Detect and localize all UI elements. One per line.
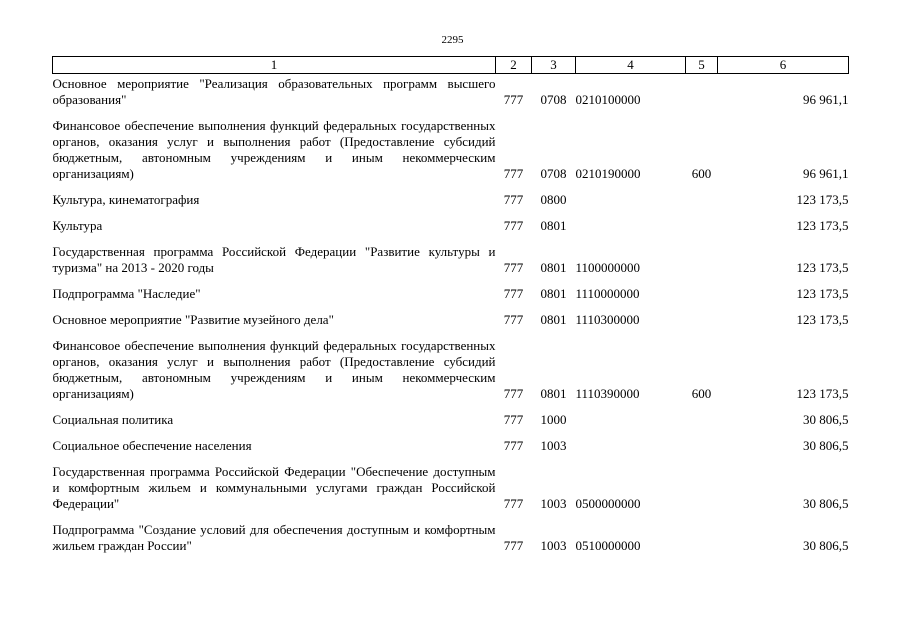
row-name-cell: Финансовое обеспечение выполнения функций федеральных государственных органов, оказания услуг и выполнения работ (Предоставление субсидий бюджетным, автономным учреждениям и иным некоммерческим организациям) xyxy=(52,118,496,181)
row-section-cell: 0801 xyxy=(540,312,567,327)
row-amount-cell: 123 173,5 xyxy=(796,312,849,327)
column-header-2: 2 xyxy=(496,57,532,74)
column-header-4: 4 xyxy=(576,57,686,74)
row-name-cell: Подпрограмма "Наследие" xyxy=(52,286,201,301)
table-row xyxy=(53,302,849,328)
column-header-3: 3 xyxy=(532,57,576,74)
row-amount-cell: 30 806,5 xyxy=(803,438,849,453)
header-row xyxy=(53,57,849,74)
row-target-cell: 1110390000 xyxy=(575,386,640,401)
row-target-cell xyxy=(576,428,686,454)
row-code-cell: 777 xyxy=(503,166,524,181)
row-amount-cell: 96 961,1 xyxy=(803,166,849,181)
row-section-cell: 1003 xyxy=(540,438,567,453)
table-row xyxy=(53,74,849,109)
row-section-cell: 0801 xyxy=(540,260,567,275)
row-expense-type-cell xyxy=(686,208,718,234)
row-target-cell: 0210100000 xyxy=(575,92,641,107)
budget-table xyxy=(52,56,849,554)
row-expense-type-cell: 600 xyxy=(691,166,712,181)
row-target-cell xyxy=(576,402,686,428)
row-section-cell: 0801 xyxy=(540,286,567,301)
row-target-cell: 0510000000 xyxy=(575,538,641,553)
row-expense-type-cell xyxy=(686,402,718,428)
row-section-cell: 0801 xyxy=(540,386,567,401)
row-code-cell: 777 xyxy=(503,312,524,327)
row-section-cell: 0801 xyxy=(540,218,567,233)
row-name-cell: Подпрограмма "Создание условий для обеспечения доступным и комфортным жильем граждан России" xyxy=(52,522,496,553)
table-row xyxy=(53,208,849,234)
row-name-cell: Государственная программа Российской Федерации "Обеспечение доступным и комфортным жильем и коммунальными услугами граждан Российской Федерации" xyxy=(52,464,496,511)
row-expense-type-cell: 600 xyxy=(691,386,712,401)
page-number: 2295 xyxy=(441,34,464,46)
table-row xyxy=(53,428,849,454)
row-amount-cell: 123 173,5 xyxy=(796,386,849,401)
row-code-cell: 777 xyxy=(503,386,524,401)
row-expense-type-cell xyxy=(686,182,718,208)
table-row xyxy=(53,234,849,276)
row-amount-cell: 123 173,5 xyxy=(796,286,849,301)
column-header-1: 1 xyxy=(53,57,496,74)
table-row xyxy=(53,108,849,182)
row-name-cell: Культура, кинематография xyxy=(52,192,200,207)
row-section-cell: 0708 xyxy=(540,166,567,181)
row-section-cell: 0708 xyxy=(540,92,567,107)
row-name-cell: Государственная программа Российской Федерации "Развитие культуры и туризма" на 2013 - 2020 годы xyxy=(52,244,496,275)
row-expense-type-cell xyxy=(686,302,718,328)
row-target-cell: 1100000000 xyxy=(575,260,641,275)
row-code-cell: 777 xyxy=(503,218,524,233)
row-amount-cell: 30 806,5 xyxy=(803,538,849,553)
row-expense-type-cell xyxy=(686,512,718,554)
row-name-cell: Финансовое обеспечение выполнения функций федеральных государственных органов, оказания услуг и выполнения работ (Предоставление субсидий бюджетным, автономным учреждениям и иным некоммерческим организациям) xyxy=(52,338,496,401)
table-row xyxy=(53,182,849,208)
row-name-cell: Основное мероприятие "Реализация образовательных программ высшего образования" xyxy=(52,76,496,107)
row-amount-cell: 123 173,5 xyxy=(796,218,849,233)
table-row xyxy=(53,328,849,402)
row-target-cell: 0500000000 xyxy=(575,496,641,511)
row-target-cell: 1110300000 xyxy=(575,312,640,327)
row-amount-cell: 30 806,5 xyxy=(803,496,849,511)
column-header-5: 5 xyxy=(686,57,718,74)
row-code-cell: 777 xyxy=(503,538,524,553)
row-amount-cell: 96 961,1 xyxy=(803,92,849,107)
row-target-cell xyxy=(576,208,686,234)
row-code-cell: 777 xyxy=(503,286,524,301)
row-code-cell: 777 xyxy=(503,92,524,107)
row-amount-cell: 30 806,5 xyxy=(803,412,849,427)
row-section-cell: 0800 xyxy=(540,192,567,207)
column-header-6: 6 xyxy=(718,57,849,74)
table-row xyxy=(53,402,849,428)
row-expense-type-cell xyxy=(686,276,718,302)
row-expense-type-cell xyxy=(686,234,718,276)
row-section-cell: 1000 xyxy=(540,412,567,427)
table-row xyxy=(53,276,849,302)
table-row xyxy=(53,512,849,554)
row-section-cell: 1003 xyxy=(540,538,567,553)
row-expense-type-cell xyxy=(686,74,718,109)
row-name-cell: Социальная политика xyxy=(52,412,174,427)
row-amount-cell: 123 173,5 xyxy=(796,260,849,275)
row-target-cell xyxy=(576,182,686,208)
row-name-cell: Основное мероприятие "Развитие музейного дела" xyxy=(52,312,334,327)
row-section-cell: 1003 xyxy=(540,496,567,511)
row-code-cell: 777 xyxy=(503,192,524,207)
row-target-cell: 1110000000 xyxy=(575,286,640,301)
row-code-cell: 777 xyxy=(503,438,524,453)
table-row xyxy=(53,454,849,512)
row-expense-type-cell xyxy=(686,454,718,512)
row-amount-cell: 123 173,5 xyxy=(796,192,849,207)
row-name-cell: Социальное обеспечение населения xyxy=(52,438,252,453)
row-code-cell: 777 xyxy=(503,412,524,427)
row-expense-type-cell xyxy=(686,428,718,454)
row-name-cell: Культура xyxy=(52,218,103,233)
row-target-cell: 0210190000 xyxy=(575,166,641,181)
row-code-cell: 777 xyxy=(503,260,524,275)
row-code-cell: 777 xyxy=(503,496,524,511)
